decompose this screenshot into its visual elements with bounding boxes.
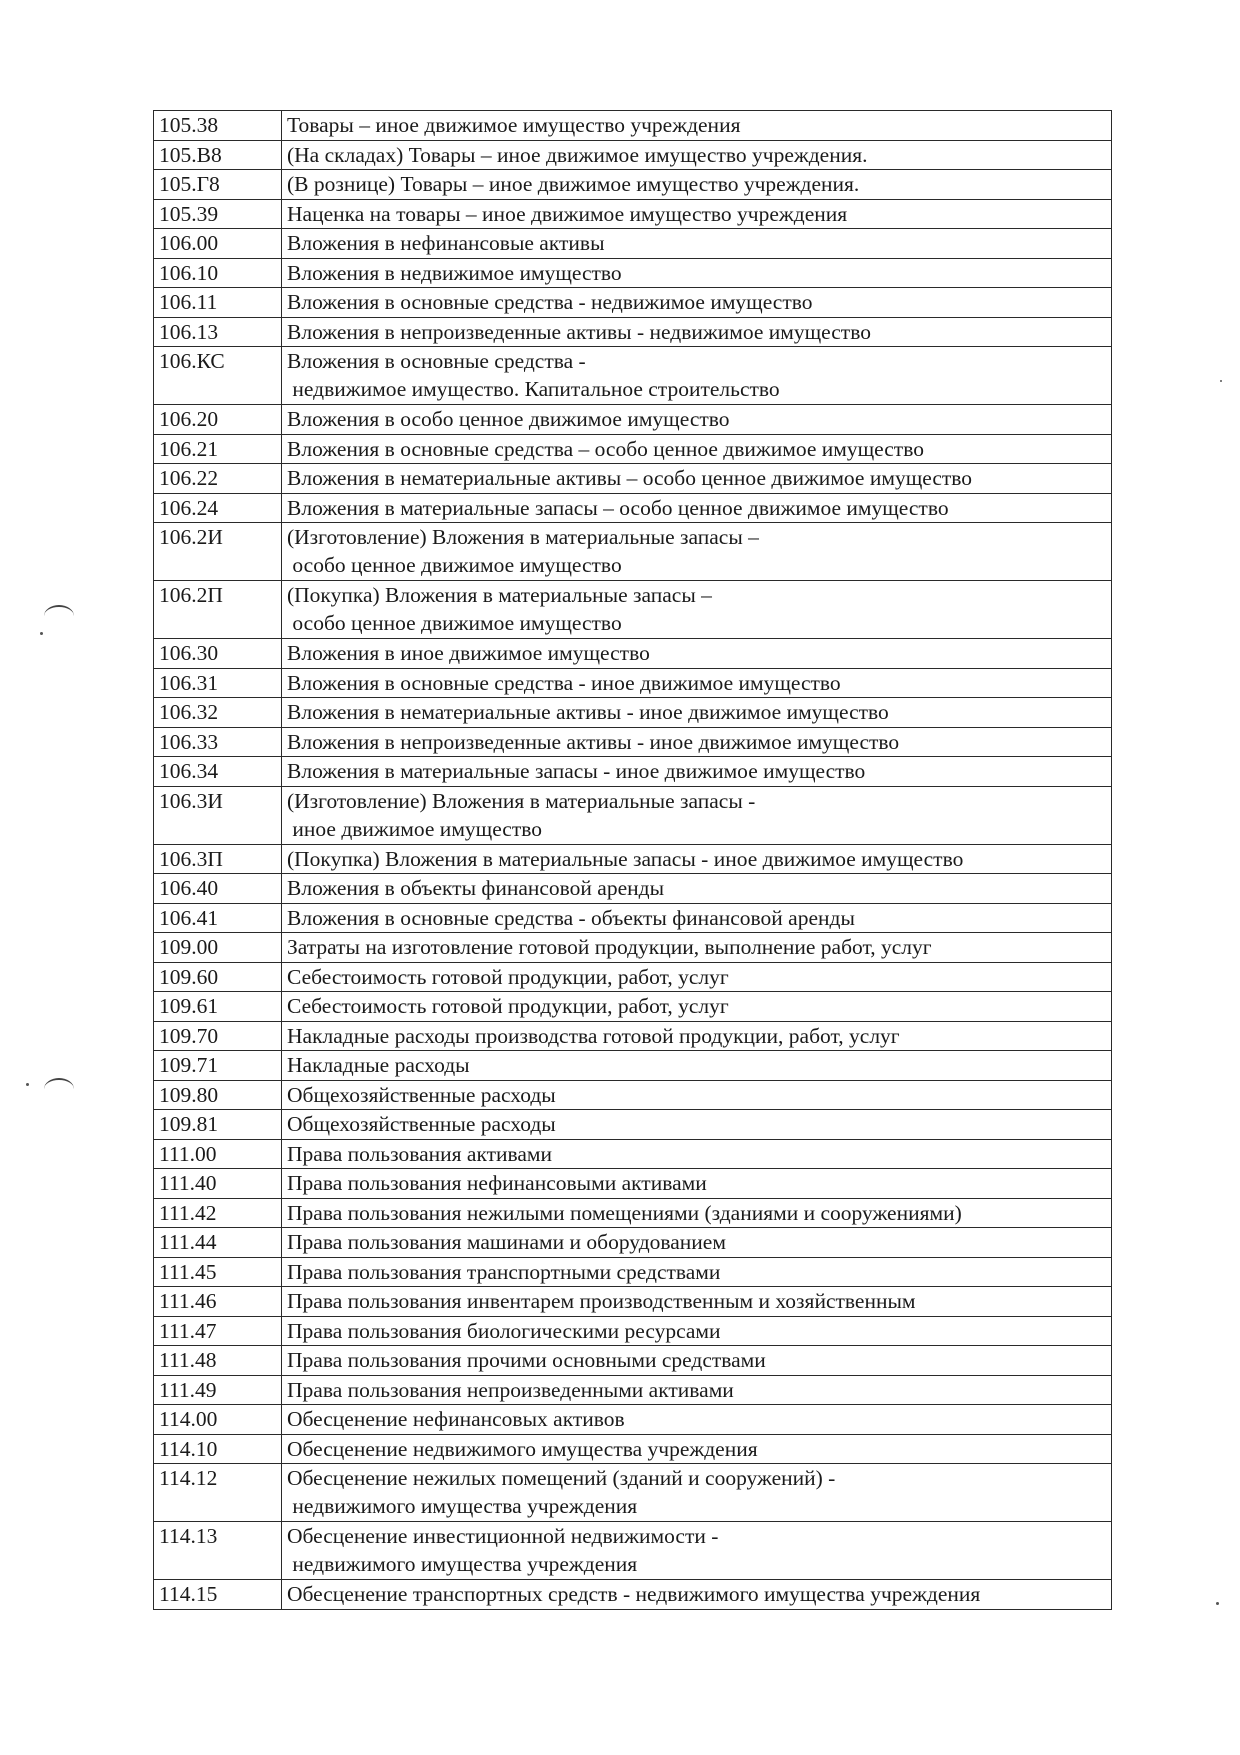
scan-speck (26, 1083, 29, 1086)
account-code: 109.71 (154, 1051, 282, 1081)
account-code: 106.10 (154, 258, 282, 288)
account-code: 106.31 (154, 668, 282, 698)
account-name: Права пользования инвентарем производственным и хозяйственным (282, 1287, 1112, 1317)
account-code: 109.61 (154, 992, 282, 1022)
account-code: 106.32 (154, 698, 282, 728)
table-row (154, 288, 1112, 318)
account-code: 106.40 (154, 874, 282, 904)
account-code: 106.24 (154, 493, 282, 523)
table-row (154, 962, 1112, 992)
accounts-table (153, 110, 1112, 1610)
punch-hole-mark (44, 1078, 74, 1100)
account-name: Обесценение нежилых помещений (зданий и сооружений) - недвижимого имущества учреждения (282, 1464, 1112, 1522)
table-row (154, 992, 1112, 1022)
table-row (154, 581, 1112, 639)
account-code: 109.70 (154, 1021, 282, 1051)
account-name: Обесценение недвижимого имущества учреждения (282, 1434, 1112, 1464)
account-name: Себестоимость готовой продукции, работ, услуг (282, 962, 1112, 992)
account-name: Права пользования нежилыми помещениями (зданиями и сооружениями) (282, 1198, 1112, 1228)
table-row (154, 523, 1112, 581)
account-name: Себестоимость готовой продукции, работ, услуг (282, 992, 1112, 1022)
table-row (154, 1198, 1112, 1228)
account-code: 111.40 (154, 1169, 282, 1199)
account-code: 109.81 (154, 1110, 282, 1140)
account-name: (Покупка) Вложения в материальные запасы – особо ценное движимое имущество (282, 581, 1112, 639)
table-row (154, 1464, 1112, 1522)
table-row (154, 317, 1112, 347)
account-name: Права пользования нефинансовыми активами (282, 1169, 1112, 1199)
account-name: Накладные расходы производства готовой продукции, работ, услуг (282, 1021, 1112, 1051)
table-row (154, 1434, 1112, 1464)
table-row (154, 347, 1112, 405)
account-code: 106.30 (154, 639, 282, 669)
account-name: Права пользования активами (282, 1139, 1112, 1169)
table-row (154, 698, 1112, 728)
account-code: 105.В8 (154, 140, 282, 170)
account-code: 114.15 (154, 1580, 282, 1610)
table-row (154, 1139, 1112, 1169)
account-code: 106.20 (154, 405, 282, 435)
table-row (154, 874, 1112, 904)
account-name: Вложения в основные средства - объекты финансовой аренды (282, 903, 1112, 933)
account-name: Обесценение нефинансовых активов (282, 1405, 1112, 1435)
table-row (154, 668, 1112, 698)
account-code: 106.41 (154, 903, 282, 933)
table-row (154, 464, 1112, 494)
account-name: Вложения в материальные запасы – особо ценное движимое имущество (282, 493, 1112, 523)
account-name: Обесценение транспортных средств - недвижимого имущества учреждения (282, 1580, 1112, 1610)
account-name: Вложения в непроизведенные активы - иное движимое имущество (282, 727, 1112, 757)
account-name: Права пользования прочими основными средствами (282, 1346, 1112, 1376)
account-name: Вложения в нематериальные активы - иное движимое имущество (282, 698, 1112, 728)
account-code: 114.00 (154, 1405, 282, 1435)
account-name: Вложения в основные средства - иное движимое имущество (282, 668, 1112, 698)
table-row (154, 786, 1112, 844)
scan-speck (1220, 380, 1222, 382)
account-code: 109.60 (154, 962, 282, 992)
table-row (154, 1021, 1112, 1051)
account-code: 111.47 (154, 1316, 282, 1346)
table-row (154, 1051, 1112, 1081)
account-code: 105.39 (154, 199, 282, 229)
table-row (154, 199, 1112, 229)
account-name: (На складах) Товары – иное движимое имущество учреждения. (282, 140, 1112, 170)
table-row (154, 229, 1112, 259)
table-row (154, 903, 1112, 933)
table-row (154, 1228, 1112, 1258)
account-code: 106.3П (154, 844, 282, 874)
table-row (154, 1580, 1112, 1610)
punch-hole-mark (44, 605, 74, 627)
account-name: Вложения в объекты финансовой аренды (282, 874, 1112, 904)
account-code: 106.33 (154, 727, 282, 757)
account-name: (Изготовление) Вложения в материальные запасы – особо ценное движимое имущество (282, 523, 1112, 581)
account-name: Обесценение инвестиционной недвижимости - недвижимого имущества учреждения (282, 1522, 1112, 1580)
account-name: (Изготовление) Вложения в материальные запасы - иное движимое имущество (282, 786, 1112, 844)
table-row (154, 1346, 1112, 1376)
table-row (154, 1316, 1112, 1346)
table-row (154, 1287, 1112, 1317)
account-code: 106.00 (154, 229, 282, 259)
table-row (154, 1257, 1112, 1287)
scan-speck (1216, 1602, 1219, 1605)
account-code: 106.22 (154, 464, 282, 494)
account-code: 109.80 (154, 1080, 282, 1110)
table-row (154, 1522, 1112, 1580)
table-row (154, 1080, 1112, 1110)
account-name: Права пользования непроизведенными активами (282, 1375, 1112, 1405)
account-code: 111.45 (154, 1257, 282, 1287)
table-row (154, 1405, 1112, 1435)
account-code: 106.КС (154, 347, 282, 405)
account-name: Вложения в основные средства - недвижимое имущество. Капитальное строительство (282, 347, 1112, 405)
account-name: Накладные расходы (282, 1051, 1112, 1081)
account-code: 111.49 (154, 1375, 282, 1405)
account-code: 105.Г8 (154, 170, 282, 200)
table-row (154, 1375, 1112, 1405)
account-name: Вложения в иное движимое имущество (282, 639, 1112, 669)
account-name: Вложения в основные средства - недвижимое имущество (282, 288, 1112, 318)
account-name: Вложения в нефинансовые активы (282, 229, 1112, 259)
account-name: Общехозяйственные расходы (282, 1110, 1112, 1140)
account-code: 111.48 (154, 1346, 282, 1376)
account-name: Затраты на изготовление готовой продукции, выполнение работ, услуг (282, 933, 1112, 963)
account-code: 106.21 (154, 434, 282, 464)
account-code: 106.11 (154, 288, 282, 318)
account-name: Вложения в материальные запасы - иное движимое имущество (282, 757, 1112, 787)
account-code: 106.2П (154, 581, 282, 639)
account-code: 111.46 (154, 1287, 282, 1317)
table-row (154, 493, 1112, 523)
account-name: (В рознице) Товары – иное движимое имущество учреждения. (282, 170, 1112, 200)
table-row (154, 757, 1112, 787)
account-code: 111.42 (154, 1198, 282, 1228)
account-code: 109.00 (154, 933, 282, 963)
table-row (154, 434, 1112, 464)
table-row (154, 727, 1112, 757)
account-code: 106.3И (154, 786, 282, 844)
account-name: Товары – иное движимое имущество учреждения (282, 111, 1112, 141)
table-row (154, 140, 1112, 170)
account-code: 114.13 (154, 1522, 282, 1580)
account-code: 114.12 (154, 1464, 282, 1522)
account-name: (Покупка) Вложения в материальные запасы - иное движимое имущество (282, 844, 1112, 874)
table-row (154, 933, 1112, 963)
account-code: 114.10 (154, 1434, 282, 1464)
table-row (154, 639, 1112, 669)
account-code: 111.00 (154, 1139, 282, 1169)
table-row (154, 844, 1112, 874)
scan-speck (40, 632, 43, 635)
table-row (154, 1110, 1112, 1140)
table-row (154, 405, 1112, 435)
account-name: Наценка на товары – иное движимое имущество учреждения (282, 199, 1112, 229)
account-name: Вложения в недвижимое имущество (282, 258, 1112, 288)
account-code: 106.34 (154, 757, 282, 787)
account-name: Вложения в основные средства – особо ценное движимое имущество (282, 434, 1112, 464)
account-name: Общехозяйственные расходы (282, 1080, 1112, 1110)
account-name: Права пользования биологическими ресурсами (282, 1316, 1112, 1346)
account-name: Вложения в нематериальные активы – особо ценное движимое имущество (282, 464, 1112, 494)
account-code: 106.2И (154, 523, 282, 581)
account-code: 111.44 (154, 1228, 282, 1258)
account-code: 105.38 (154, 111, 282, 141)
table-row (154, 111, 1112, 141)
account-name: Права пользования транспортными средствами (282, 1257, 1112, 1287)
account-name: Вложения в особо ценное движимое имущество (282, 405, 1112, 435)
table-row (154, 1169, 1112, 1199)
table-row (154, 170, 1112, 200)
account-name: Права пользования машинами и оборудованием (282, 1228, 1112, 1258)
account-code: 106.13 (154, 317, 282, 347)
table-row (154, 258, 1112, 288)
account-name: Вложения в непроизведенные активы - недвижимое имущество (282, 317, 1112, 347)
